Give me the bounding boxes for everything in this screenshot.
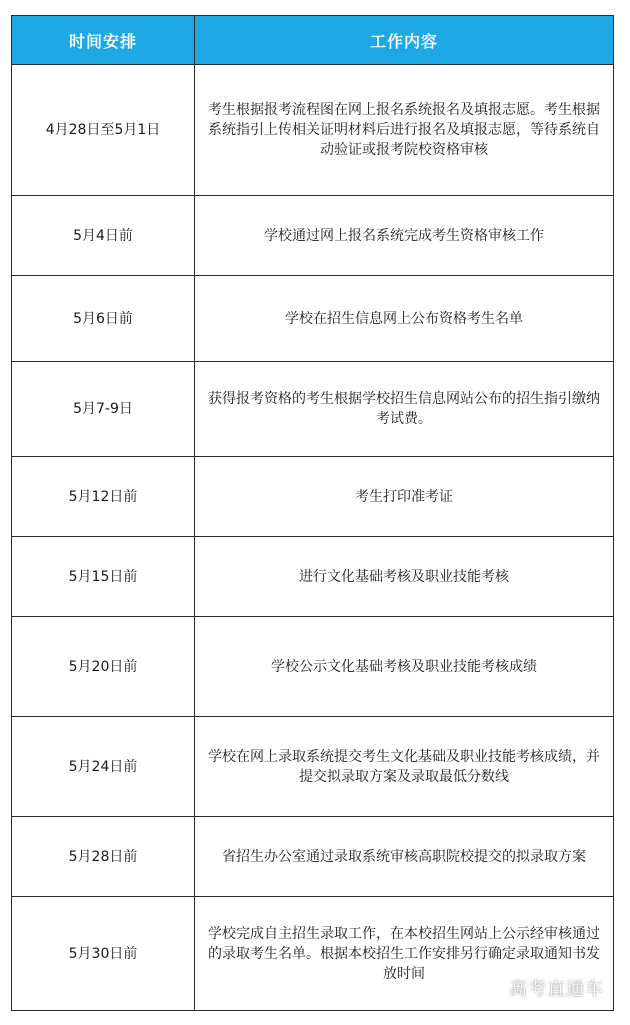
table-row <box>12 196 614 276</box>
time-cell: 5月4日前 <box>12 196 195 276</box>
table-row <box>12 817 614 897</box>
time-cell: 5月30日前 <box>12 897 195 1011</box>
time-cell: 5月12日前 <box>12 457 195 537</box>
time-cell: 4月28日至5月1日 <box>12 65 195 196</box>
content-cell: 学校在招生信息网上公布资格考生名单 <box>195 276 614 362</box>
table-row <box>12 457 614 537</box>
time-cell: 5月6日前 <box>12 276 195 362</box>
table-row <box>12 65 614 196</box>
time-cell: 5月28日前 <box>12 817 195 897</box>
content-cell: 获得报考资格的考生根据学校招生信息网站公布的招生指引缴纳考试费。 <box>195 362 614 457</box>
content-cell: 学校公示文化基础考核及职业技能考核成绩 <box>195 617 614 717</box>
header-content: 工作内容 <box>195 16 614 65</box>
content-cell: 进行文化基础考核及职业技能考核 <box>195 537 614 617</box>
header-time: 时间安排 <box>12 16 195 65</box>
table-row <box>12 537 614 617</box>
time-cell: 5月7-9日 <box>12 362 195 457</box>
table-row <box>12 617 614 717</box>
time-cell: 5月15日前 <box>12 537 195 617</box>
table-row <box>12 717 614 817</box>
content-cell: 省招生办公室通过录取系统审核高职院校提交的拟录取方案 <box>195 817 614 897</box>
content-cell: 学校通过网上报名系统完成考生资格审核工作 <box>195 196 614 276</box>
content-cell: 考生打印准考证 <box>195 457 614 537</box>
header-row <box>12 16 614 65</box>
content-cell: 考生根据报考流程图在网上报名系统报名及填报志愿。考生根据系统指引上传相关证明材料后进行报名及填报志愿，等待系统自动验证或报考院校资格审核 <box>195 65 614 196</box>
table-row <box>12 276 614 362</box>
content-cell: 学校完成自主招生录取工作，在本校招生网站上公示经审核通过的录取考生名单。根据本校招生工作安排另行确定录取通知书发放时间 <box>195 897 614 1011</box>
table-row <box>12 362 614 457</box>
watermark-text: 高考直通车 <box>509 979 604 1000</box>
time-cell: 5月20日前 <box>12 617 195 717</box>
time-cell: 5月24日前 <box>12 717 195 817</box>
schedule-table <box>11 15 614 1011</box>
content-cell: 学校在网上录取系统提交考生文化基础及职业技能考核成绩，并提交拟录取方案及录取最低分数线 <box>195 717 614 817</box>
